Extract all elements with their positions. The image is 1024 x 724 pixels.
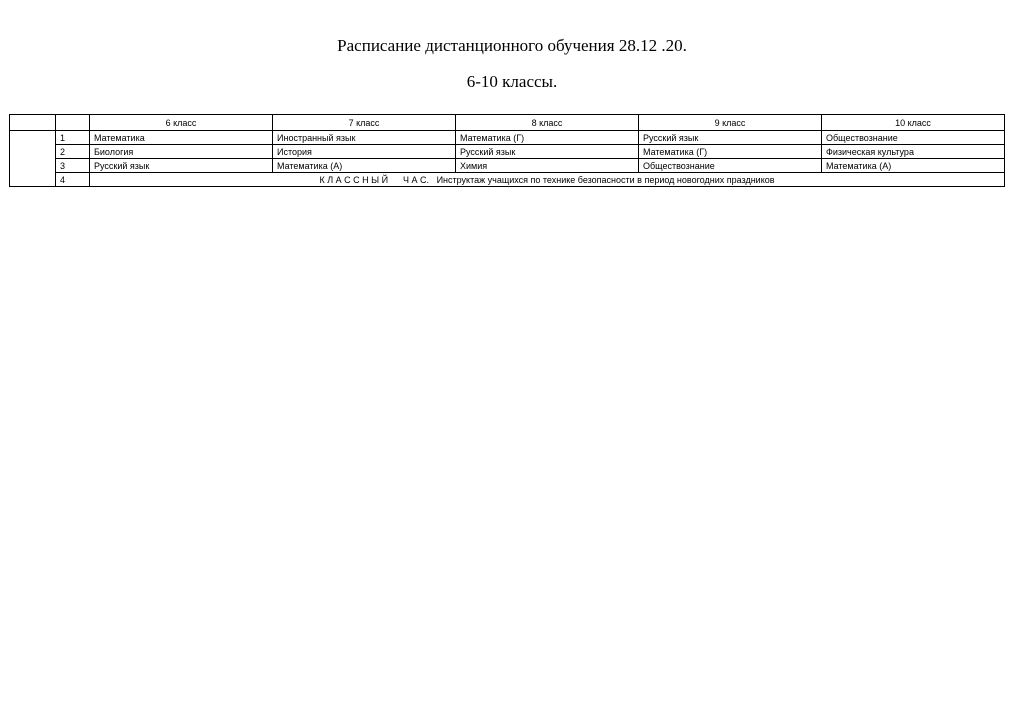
table-cell: Русский язык [90,159,273,173]
table-cell: Математика (А) [822,159,1005,173]
class-hour-cell [90,173,1005,187]
table-row [10,131,1005,145]
lesson-number: 1 [56,131,90,145]
table-row-class-hour [10,173,1005,187]
header-8-class: 8 класс [456,115,639,131]
table-row [10,159,1005,173]
lesson-number: 4 [56,173,90,187]
blank-merged-cell [10,131,56,187]
table-cell: Обществознание [639,159,822,173]
table-header-row [10,115,1005,131]
table-cell: Биология [90,145,273,159]
schedule-table [9,114,1005,187]
document-subtitle: 6-10 классы. [466,72,558,91]
table-cell: Иностранный язык [273,131,456,145]
header-10-class: 10 класс [822,115,1005,131]
lesson-number: 2 [56,145,90,159]
header-cell-blank-1 [10,115,56,131]
class-hour-description: Инструктаж учащихся по технике безопасности в период новогодних праздников [436,174,775,185]
lesson-number: 3 [56,159,90,173]
table-cell: Обществознание [822,131,1005,145]
header-9-class: 9 класс [639,115,822,131]
table-cell: Математика (Г) [639,145,822,159]
table-cell: Русский язык [639,131,822,145]
table-cell: История [273,145,456,159]
table-cell: Математика (Г) [456,131,639,145]
table-row [10,145,1005,159]
table-cell: Химия [456,159,639,173]
class-hour-label: К Л А С С Н Ы Й Ч А С. [319,174,430,185]
header-7-class: 7 класс [273,115,456,131]
table-cell: Русский язык [456,145,639,159]
document-title: Расписание дистанционного обучения 28.12 .20. [337,36,687,55]
table-cell: Математика [90,131,273,145]
table-cell: Математика (А) [273,159,456,173]
header-cell-blank-2 [56,115,90,131]
header-6-class: 6 класс [90,115,273,131]
table-cell: Физическая культура [822,145,1005,159]
